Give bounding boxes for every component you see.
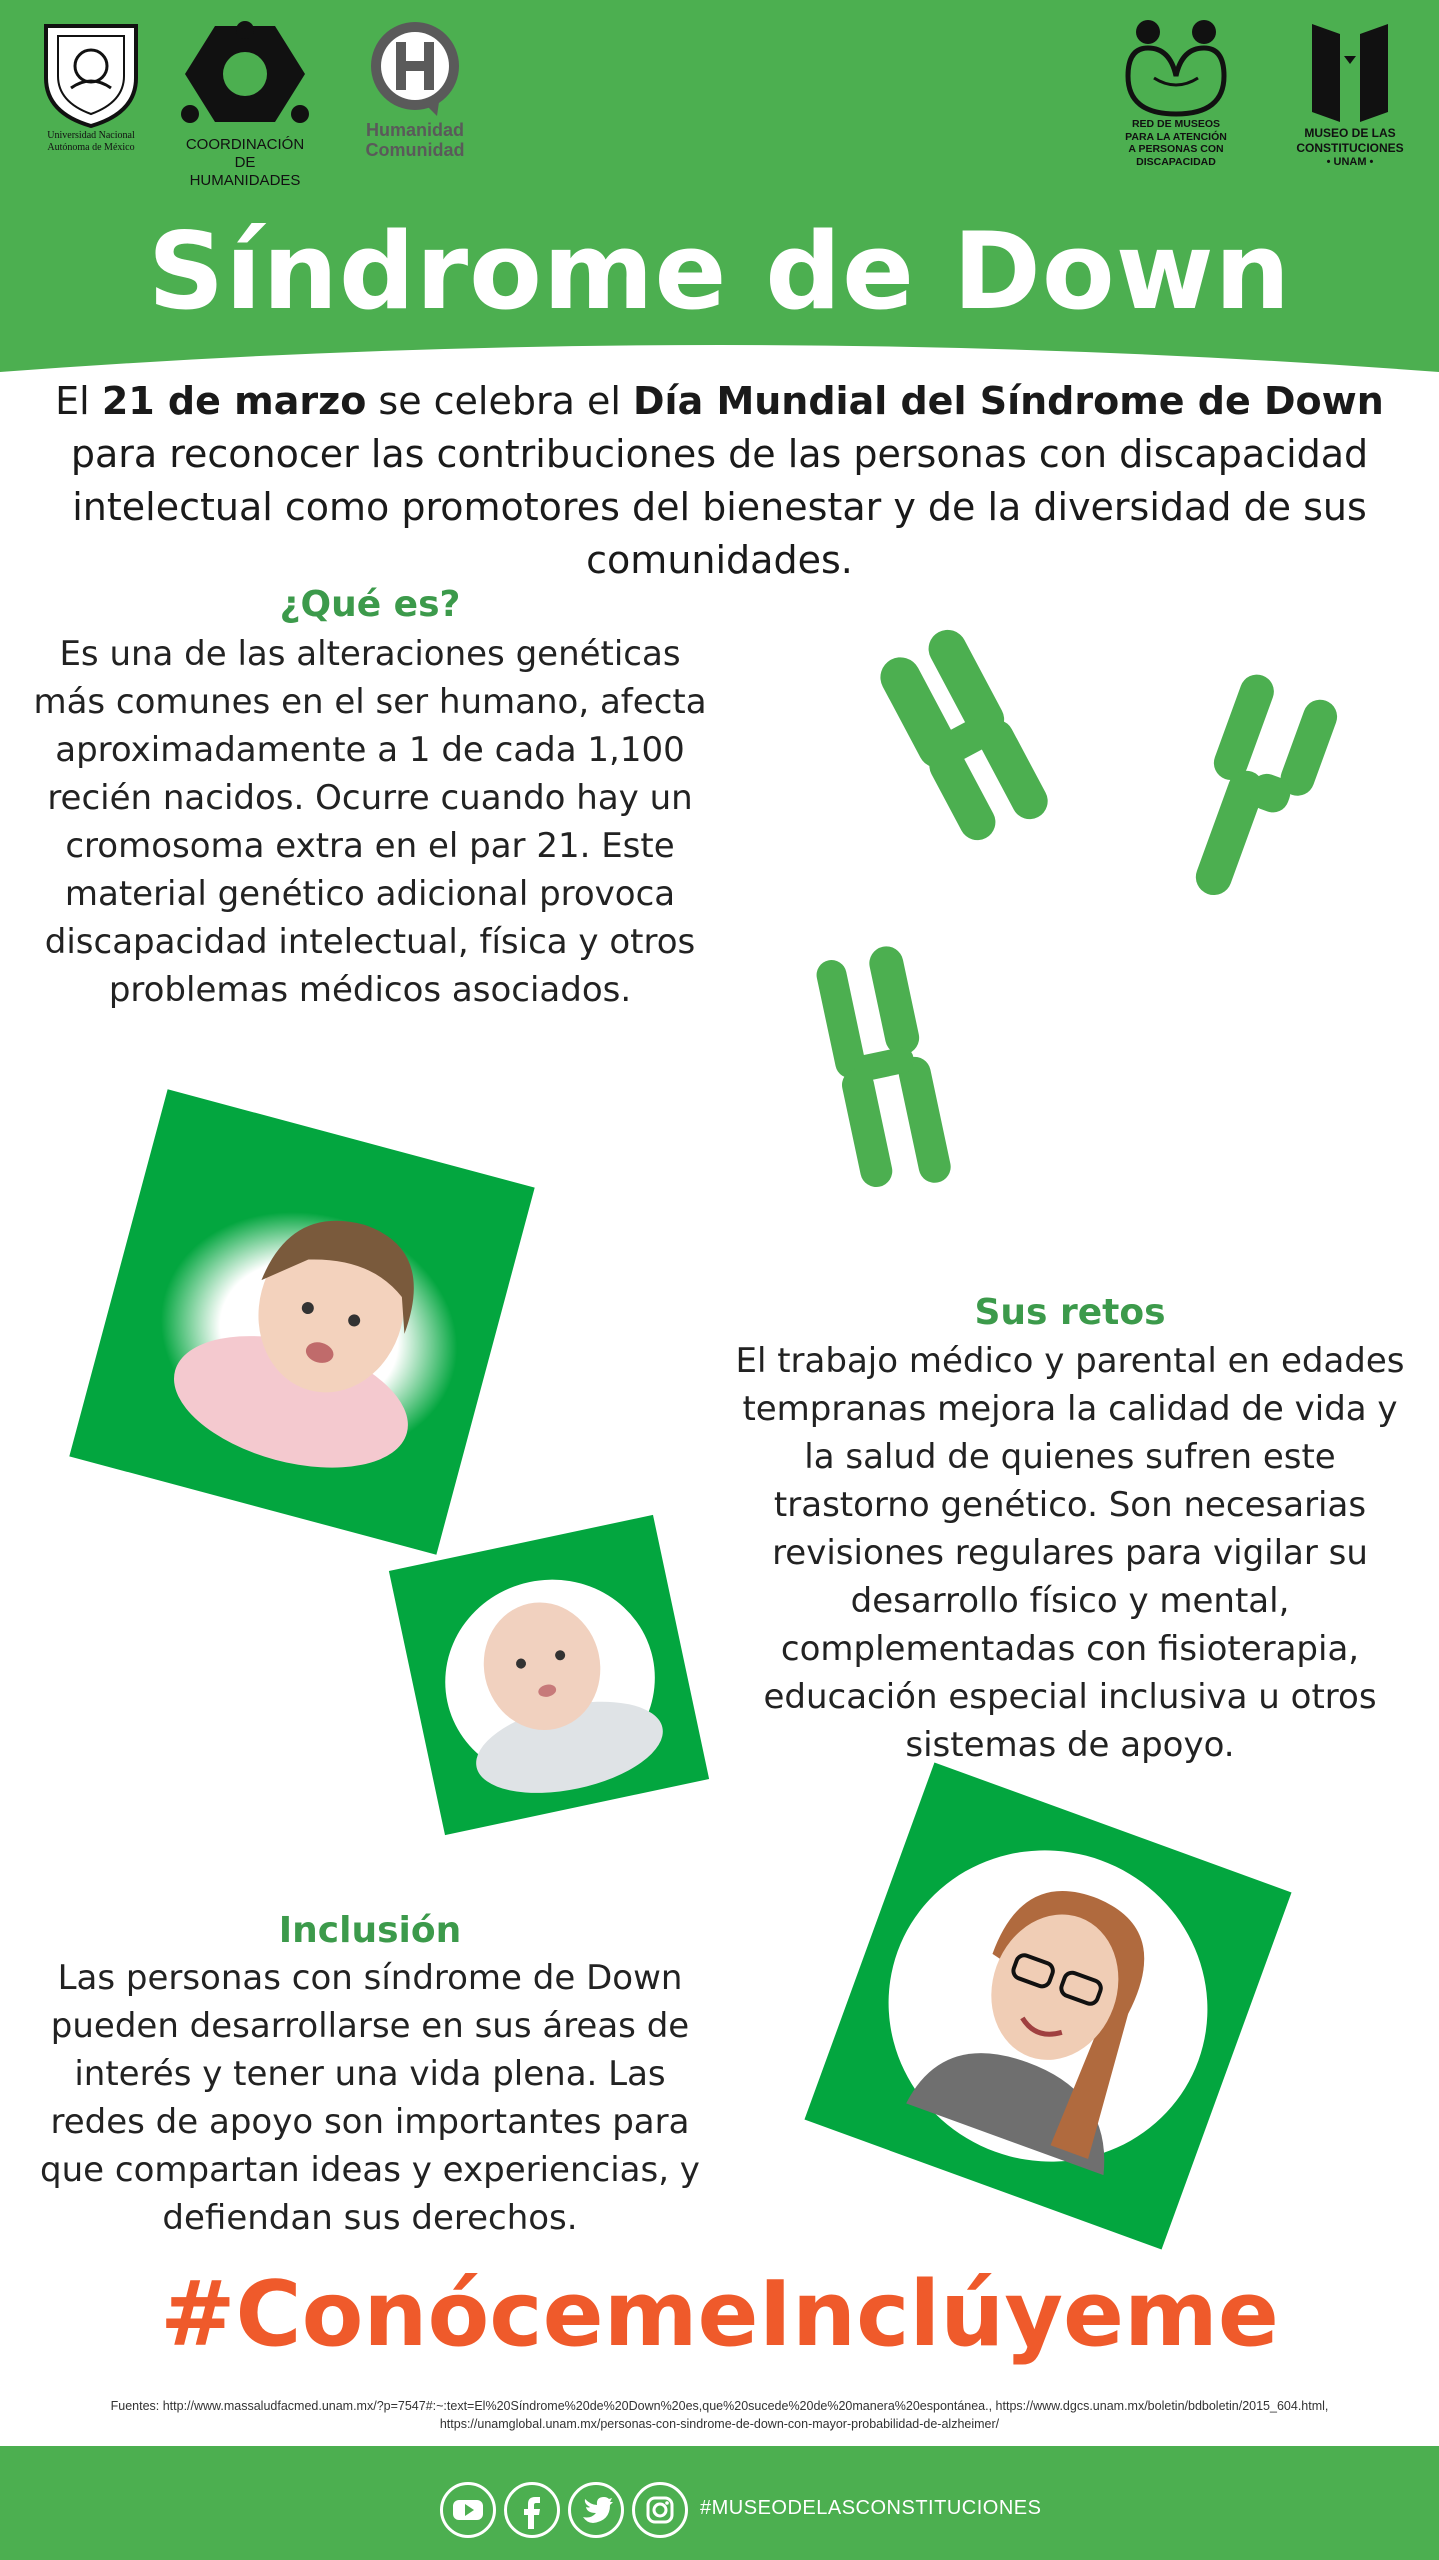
unam-logo bbox=[36, 18, 146, 178]
museo-book-icon bbox=[1300, 18, 1400, 126]
chromosome-icon bbox=[1170, 672, 1350, 922]
chromosome-icon bbox=[868, 620, 1078, 850]
woman-portrait-image bbox=[804, 1762, 1291, 2249]
photo-card-baby bbox=[389, 1515, 709, 1835]
youtube-icon[interactable] bbox=[440, 2482, 496, 2538]
red-museos-people-icon bbox=[1118, 18, 1234, 118]
facebook-icon[interactable] bbox=[504, 2482, 560, 2538]
inclusion-title: Inclusión bbox=[278, 1910, 462, 1951]
que-es-body: Es una de las alteraciones genéticas más comunes en el ser humano, afecta aproximadamente a 1 de cada 1,100 recién nacidos. Ocurre cuando hay un cromosoma extra en el par 21. Este material genético adicional provoca discapacidad intelectual, física y otros problemas médicos asociados. bbox=[33, 634, 707, 1010]
museo-line2: CONSTITUCIONES bbox=[1296, 141, 1404, 155]
museo-line3: • UNAM • bbox=[1326, 156, 1374, 168]
intro-day: Día Mundial del Síndrome de Down bbox=[633, 379, 1384, 423]
sources-note: Fuentes: http://www.massaludfacmed.unam.mx/?p=7547#:~:text=El%20Síndrome%20de%20Down%20es,que%20sucede%20de%20manera%20espontánea., https://www.dgcs.unam.mx/boletin/bdboletin/2015_604.html, https://unamglobal.unam.mx/personas-con-sindrome-de-down-con-mayor-probabilidad-de-alzheimer/ bbox=[110, 2399, 1329, 2431]
humanidad-comunidad-logo bbox=[355, 18, 475, 178]
retos-body: El trabajo médico y parental en edades tempranas mejora la calidad de vida y la salud de quienes sufren este trastorno genético. Son necesarias revisiones regulares para vigilar su desarrollo físico y mental, complementadas con fisioterapia, educación especial inclusiva u otros sistemas de apoyo. bbox=[735, 1341, 1405, 1765]
museo-line1: MUSEO DE LAS bbox=[1304, 126, 1396, 140]
inclusion-body: Las personas con síndrome de Down pueden desarrollarse en sus áreas de interés y tener una vida plena. Las redes de apoyo son importantes para que compartan ideas y experiencias, y defiendan sus derechos. bbox=[40, 1958, 700, 2238]
chromosome-icon bbox=[800, 942, 980, 1202]
intro-part2: se celebra el bbox=[366, 379, 633, 423]
intro-date: 21 de marzo bbox=[101, 379, 367, 423]
photo-card-girl bbox=[69, 1089, 534, 1554]
unam-shield-icon bbox=[36, 18, 146, 128]
que-es-title: ¿Qué es? bbox=[279, 584, 461, 625]
twitter-icon[interactable] bbox=[568, 2482, 624, 2538]
page-title: Síndrome de Down bbox=[147, 210, 1292, 333]
comunidad-title: Comunidad bbox=[365, 140, 465, 160]
child-portrait-image bbox=[69, 1089, 534, 1554]
retos-title: Sus retos bbox=[974, 1292, 1166, 1333]
red-museos-logo bbox=[1118, 18, 1238, 178]
photo-card-woman bbox=[804, 1762, 1291, 2249]
unam-logo-text: Universidad Nacional Autónoma de México bbox=[47, 130, 135, 153]
footer-handle[interactable]: #MUSEODELASCONSTITUCIONES bbox=[700, 2497, 1042, 2519]
coordinacion-logo bbox=[170, 18, 320, 189]
instagram-icon[interactable] bbox=[632, 2482, 688, 2538]
baby-portrait-image bbox=[389, 1515, 709, 1835]
humanidad-h-icon bbox=[365, 18, 465, 118]
coordinacion-logo-text: COORDINACIÓN DE HUMANIDADES bbox=[185, 136, 305, 189]
museo-constituciones-logo bbox=[1290, 18, 1410, 178]
red-museos-text: RED DE MUSEOS PARA LA ATENCIÓN A PERSONAS CON DISCAPACIDAD bbox=[1125, 118, 1227, 168]
coordinacion-hexagon-icon bbox=[170, 18, 320, 130]
intro-paragraph bbox=[30, 375, 1409, 587]
hashtag-title: #ConócemeInclúyeme bbox=[160, 2262, 1279, 2367]
humanidad-title: Humanidad bbox=[365, 120, 464, 140]
intro-part1: El bbox=[55, 379, 102, 423]
intro-part3: para reconocer las contribuciones de las personas con discapacidad intelectual como promotores del bienestar y de la diversidad de sus comunidades. bbox=[70, 432, 1369, 582]
